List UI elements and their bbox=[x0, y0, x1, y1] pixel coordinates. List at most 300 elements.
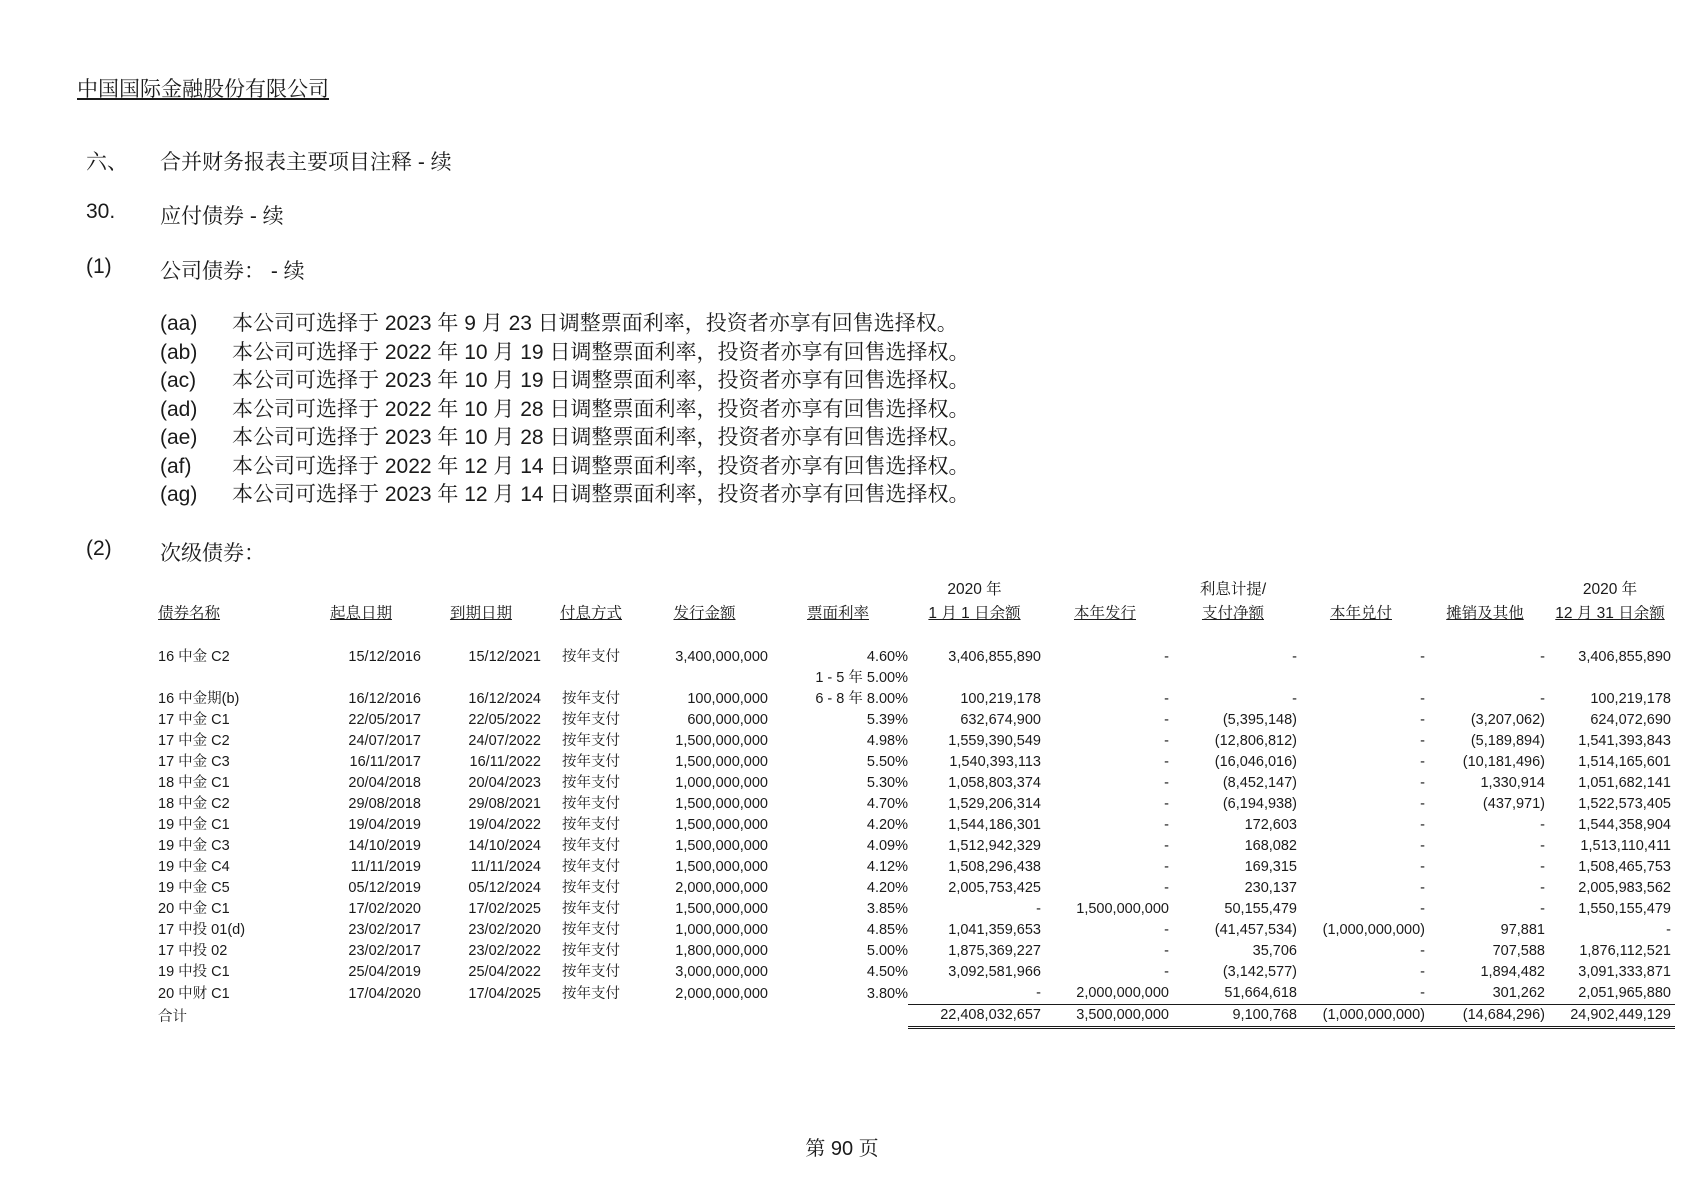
table-cell: 1,876,112,521 bbox=[1579, 943, 1671, 959]
table-cell: 5.50% bbox=[866, 754, 908, 770]
footnote-text: 本公司可选择于 2023 年 10 月 28 日调整票面利率，投资者亦享有回售选择权。 bbox=[232, 426, 970, 449]
table-cell: 2,000,000,000 bbox=[1076, 985, 1169, 1001]
footnote-label: (ae) bbox=[160, 426, 198, 449]
table-cell bbox=[158, 668, 301, 689]
table-cell: 19 中金 C4 bbox=[158, 859, 230, 875]
table-cell: 29/08/2021 bbox=[468, 796, 541, 812]
table-cell: 22/05/2017 bbox=[348, 712, 421, 728]
table-cell: 50,155,479 bbox=[1224, 901, 1297, 917]
subordinated-title: 次级债券： bbox=[160, 542, 265, 565]
section-title: 合并财务报表主要项目注释 - 续 bbox=[160, 151, 452, 174]
footnote-item bbox=[160, 453, 969, 482]
column-header-top bbox=[641, 578, 768, 602]
table-cell: 3,091,333,871 bbox=[1578, 964, 1671, 980]
table-cell: 1,500,000,000 bbox=[675, 838, 768, 854]
table-cell: 05/12/2019 bbox=[348, 880, 421, 896]
footnote-label: (ad) bbox=[160, 397, 198, 421]
table-cell: - bbox=[1540, 817, 1545, 833]
column-header bbox=[1297, 602, 1425, 626]
table-cell: - bbox=[1164, 754, 1169, 770]
column-header-top bbox=[158, 578, 301, 602]
table-cell: 1,500,000,000 bbox=[675, 733, 768, 749]
table-cell: 3.85% bbox=[866, 901, 908, 917]
table-cell: - bbox=[1540, 880, 1545, 896]
table-cell: - bbox=[1420, 817, 1425, 833]
table-cell bbox=[1425, 668, 1545, 689]
table-cell: 5.39% bbox=[866, 712, 908, 728]
table-cell: 3.80% bbox=[866, 985, 908, 1002]
table-row bbox=[158, 857, 1675, 878]
table-cell: 3,092,581,966 bbox=[948, 964, 1041, 980]
company-name: 中国国际金融股份有限公司 bbox=[77, 78, 329, 101]
table-cell: 25/04/2019 bbox=[348, 964, 421, 980]
table-cell: 17 中金 C3 bbox=[158, 754, 230, 770]
table-cell: 4.20% bbox=[866, 880, 908, 896]
table-cell: 6 - 8 年 8.00% bbox=[815, 691, 908, 707]
page-number: 第 90 页 bbox=[805, 1138, 879, 1160]
table-cell bbox=[1545, 668, 1675, 689]
table-cell: 16 中金期(b) bbox=[158, 691, 240, 707]
subordinated-bonds-table bbox=[158, 578, 1675, 1029]
total-cell: 9,100,768 bbox=[1169, 1005, 1297, 1028]
table-cell: - bbox=[1420, 796, 1425, 812]
table-cell: 按年支付 bbox=[562, 985, 620, 1002]
table-cell: 4.85% bbox=[866, 922, 908, 938]
table-cell bbox=[641, 668, 768, 689]
column-header-top: 2020 年 bbox=[947, 581, 1002, 598]
table-cell: - bbox=[1420, 733, 1425, 749]
column-header-label: 12 月 31 日余额 bbox=[1555, 605, 1665, 622]
table-cell: 17/02/2020 bbox=[348, 901, 421, 917]
subsection-title: 公司债券： - 续 bbox=[160, 260, 305, 283]
table-cell: 1,058,803,374 bbox=[948, 775, 1041, 791]
total-label: 合计 bbox=[158, 1008, 187, 1025]
table-cell: 1,330,914 bbox=[1480, 775, 1545, 791]
table-cell: 624,072,690 bbox=[1590, 712, 1671, 728]
table-cell: 18 中金 C1 bbox=[158, 775, 230, 791]
column-header bbox=[421, 602, 541, 626]
column-header-label: 支付净额 bbox=[1201, 605, 1264, 622]
table-cell: 按年支付 bbox=[562, 712, 620, 728]
table-cell: - bbox=[1420, 943, 1425, 959]
table-row bbox=[158, 710, 1675, 731]
column-header bbox=[641, 602, 768, 626]
total-cell: (14,684,296) bbox=[1425, 1005, 1545, 1028]
table-cell: 16/11/2022 bbox=[469, 754, 541, 770]
subordinated-number: (2) bbox=[86, 537, 112, 560]
table-row bbox=[158, 878, 1675, 899]
footnote-label: (ac) bbox=[160, 369, 197, 392]
table-cell: - bbox=[1540, 859, 1545, 875]
table-row bbox=[158, 920, 1675, 941]
column-header bbox=[1041, 602, 1169, 626]
table-row bbox=[158, 752, 1675, 773]
table-cell bbox=[301, 668, 421, 689]
table-cell: 4.09% bbox=[866, 838, 908, 854]
table-cell: 11/11/2024 bbox=[470, 859, 541, 875]
note-number: 30. bbox=[86, 200, 116, 223]
table-cell: - bbox=[1164, 733, 1169, 749]
table-cell: - bbox=[1420, 985, 1425, 1001]
table-cell: - bbox=[1420, 775, 1425, 791]
table-cell: 15/12/2021 bbox=[468, 649, 541, 665]
column-header-label: 摊销及其他 bbox=[1446, 605, 1524, 622]
table-cell: - bbox=[1420, 838, 1425, 854]
subsection-number: (1) bbox=[86, 255, 112, 278]
table-cell: (1,000,000,000) bbox=[1322, 922, 1425, 938]
column-header-label: 本年兑付 bbox=[1329, 605, 1392, 622]
table-cell: 100,000,000 bbox=[687, 691, 768, 707]
total-cell: 22,408,032,657 bbox=[908, 1005, 1041, 1028]
table-cell: 1,540,393,113 bbox=[949, 754, 1041, 770]
table-cell: 19 中金 C5 bbox=[158, 880, 230, 896]
table-cell: 4.70% bbox=[866, 796, 908, 812]
table-cell: 18 中金 C2 bbox=[158, 796, 230, 812]
table-cell: 1,512,942,329 bbox=[948, 838, 1041, 854]
table-row bbox=[158, 773, 1675, 794]
table-cell: (3,207,062) bbox=[1470, 712, 1545, 728]
footnote-text: 本公司可选择于 2023 年 10 月 19 日调整票面利率，投资者亦享有回售选择权。 bbox=[232, 369, 970, 392]
table-cell: 按年支付 bbox=[562, 817, 620, 833]
table-cell: 168,082 bbox=[1244, 838, 1297, 854]
table-cell: 97,881 bbox=[1500, 922, 1545, 938]
table-cell: 2,051,965,880 bbox=[1578, 985, 1671, 1001]
column-header bbox=[1169, 602, 1297, 626]
table-cell: 按年支付 bbox=[562, 754, 620, 770]
table-row bbox=[158, 815, 1675, 836]
footnote-label: (ab) bbox=[160, 340, 198, 364]
table-cell: 51,664,618 bbox=[1224, 985, 1297, 1001]
column-header-label: 到期日期 bbox=[449, 605, 512, 622]
table-cell: - bbox=[1420, 964, 1425, 980]
table-cell: 17 中金 C1 bbox=[158, 712, 230, 728]
table-cell: 3,000,000,000 bbox=[675, 964, 768, 980]
table-cell: - bbox=[1164, 817, 1169, 833]
table-cell: (5,395,148) bbox=[1222, 712, 1297, 728]
table-cell: - bbox=[1420, 649, 1425, 665]
footnote-label: (aa) bbox=[160, 312, 198, 335]
table-cell: 16/12/2016 bbox=[348, 691, 421, 707]
table-cell: (6,194,938) bbox=[1222, 796, 1297, 812]
footnote-text: 本公司可选择于 2022 年 12 月 14 日调整票面利率，投资者亦享有回售选择权。 bbox=[232, 454, 970, 478]
column-header bbox=[158, 602, 301, 626]
table-cell: (3,142,577) bbox=[1222, 964, 1297, 980]
table-cell: 35,706 bbox=[1252, 943, 1297, 959]
table-total-row bbox=[158, 1005, 1675, 1028]
table-cell: 707,588 bbox=[1492, 943, 1545, 959]
table-cell: 20 中金 C1 bbox=[158, 901, 230, 917]
table-cell: 1,550,155,479 bbox=[1578, 901, 1671, 917]
table-row bbox=[158, 689, 1675, 710]
table-cell: 100,219,178 bbox=[960, 691, 1041, 707]
table-cell: - bbox=[1164, 691, 1169, 707]
table-cell: 按年支付 bbox=[562, 796, 620, 812]
footnote-item bbox=[160, 367, 969, 396]
footnote-item bbox=[160, 339, 969, 368]
footnote-label: (af) bbox=[160, 454, 192, 478]
table-header-top-row bbox=[158, 578, 1675, 602]
table-cell: 1,800,000,000 bbox=[675, 943, 768, 959]
table-row bbox=[158, 941, 1675, 962]
table-cell: 1,500,000,000 bbox=[675, 901, 768, 917]
footnote-item bbox=[160, 481, 969, 510]
table-cell: 19/04/2022 bbox=[468, 817, 541, 833]
footnote-item bbox=[160, 396, 969, 425]
table-cell: 1,500,000,000 bbox=[675, 859, 768, 875]
table-cell: 17/04/2025 bbox=[468, 985, 541, 1002]
table-cell: 1,508,465,753 bbox=[1578, 859, 1671, 875]
footnote-text: 本公司可选择于 2022 年 10 月 28 日调整票面利率，投资者亦享有回售选择权。 bbox=[232, 397, 970, 421]
table-cell: 24/07/2022 bbox=[468, 733, 541, 749]
table-cell: 1,508,296,438 bbox=[948, 859, 1041, 875]
table-cell: 23/02/2020 bbox=[468, 922, 541, 938]
table-cell: 1,513,110,411 bbox=[1580, 838, 1671, 854]
table-cell: 17 中金 C2 bbox=[158, 733, 230, 749]
table-cell: (12,806,812) bbox=[1214, 733, 1297, 749]
table-cell: 172,603 bbox=[1244, 817, 1297, 833]
table-cell bbox=[421, 668, 541, 689]
column-header-top bbox=[1425, 578, 1545, 602]
column-header bbox=[768, 602, 908, 626]
table-cell: 1,541,393,843 bbox=[1578, 733, 1671, 749]
table-cell: 4.98% bbox=[866, 733, 908, 749]
table-cell: - bbox=[1666, 922, 1671, 938]
table-cell bbox=[1169, 668, 1297, 689]
table-cell: 2,000,000,000 bbox=[675, 880, 768, 896]
table-cell: 11/11/2019 bbox=[350, 859, 421, 875]
table-cell: 1,522,573,405 bbox=[1578, 796, 1671, 812]
column-header bbox=[541, 602, 641, 626]
table-cell bbox=[908, 668, 1041, 689]
column-header-top bbox=[1297, 578, 1425, 602]
table-cell bbox=[1297, 668, 1425, 689]
table-cell: - bbox=[1540, 838, 1545, 854]
column-header bbox=[301, 602, 421, 626]
table-cell: 3,406,855,890 bbox=[948, 649, 1041, 665]
table-cell: 3,406,855,890 bbox=[1578, 649, 1671, 665]
column-header bbox=[908, 602, 1041, 626]
table-cell: - bbox=[1164, 943, 1169, 959]
table-cell: 4.20% bbox=[866, 817, 908, 833]
table-cell: 1,051,682,141 bbox=[1578, 775, 1671, 791]
table-cell: 按年支付 bbox=[562, 733, 620, 749]
table-row bbox=[158, 899, 1675, 920]
table-cell: 4.60% bbox=[866, 649, 908, 665]
column-header-label: 发行金额 bbox=[673, 605, 736, 622]
table-cell: 1,559,390,549 bbox=[948, 733, 1041, 749]
table-cell: 19 中金 C1 bbox=[158, 817, 230, 833]
table-cell: 23/02/2017 bbox=[348, 943, 421, 959]
table-cell: 15/12/2016 bbox=[348, 649, 421, 665]
table-cell: 按年支付 bbox=[562, 649, 620, 665]
table-cell bbox=[541, 668, 641, 689]
section-number: 六、 bbox=[86, 151, 128, 174]
column-header bbox=[1545, 602, 1675, 626]
column-header-top bbox=[301, 578, 421, 602]
table-cell: 按年支付 bbox=[562, 901, 620, 917]
table-row bbox=[158, 647, 1675, 668]
table-cell: 22/05/2022 bbox=[468, 712, 541, 728]
table-cell: 100,219,178 bbox=[1590, 691, 1671, 707]
column-header bbox=[1425, 602, 1545, 626]
table-cell: - bbox=[1036, 901, 1041, 917]
column-header-top bbox=[541, 578, 641, 602]
table-cell bbox=[1041, 668, 1169, 689]
table-cell: - bbox=[1420, 691, 1425, 707]
table-cell: 20/04/2018 bbox=[348, 775, 421, 791]
table-cell: 5.00% bbox=[866, 943, 908, 959]
table-cell: - bbox=[1164, 796, 1169, 812]
table-cell: (41,457,534) bbox=[1214, 922, 1297, 938]
footnote-text: 本公司可选择于 2022 年 10 月 19 日调整票面利率，投资者亦享有回售选择权。 bbox=[232, 340, 970, 364]
table-cell: 16 中金 C2 bbox=[158, 649, 230, 665]
table-cell: 4.50% bbox=[866, 964, 908, 980]
table-cell: - bbox=[1164, 649, 1169, 665]
table-cell: 230,137 bbox=[1244, 880, 1297, 896]
table-cell: - bbox=[1164, 838, 1169, 854]
table-cell: 17 中投 01(d) bbox=[158, 922, 246, 938]
table-cell: 1,000,000,000 bbox=[675, 922, 768, 938]
table-cell: (8,452,147) bbox=[1222, 775, 1297, 791]
table-cell: 1,529,206,314 bbox=[948, 796, 1041, 812]
table-cell: 16/11/2017 bbox=[349, 754, 421, 770]
table-row bbox=[158, 962, 1675, 983]
table-cell: - bbox=[1292, 691, 1297, 707]
table-cell: 1,544,358,904 bbox=[1578, 817, 1671, 833]
table-cell: 17/02/2025 bbox=[468, 901, 541, 917]
table-cell: 20/04/2023 bbox=[468, 775, 541, 791]
footnote-text: 本公司可选择于 2023 年 12 月 14 日调整票面利率，投资者亦享有回售选择权。 bbox=[232, 483, 970, 506]
table-cell: - bbox=[1292, 649, 1297, 665]
table-cell: - bbox=[1164, 880, 1169, 896]
table-cell: 14/10/2024 bbox=[468, 838, 541, 854]
table-cell: - bbox=[1164, 922, 1169, 938]
table-cell: (10,181,496) bbox=[1462, 754, 1545, 770]
table-cell: 1 - 5 年 5.00% bbox=[815, 670, 908, 686]
table-cell: 按年支付 bbox=[562, 880, 620, 896]
table-cell: 1,500,000,000 bbox=[675, 817, 768, 833]
table-cell: 19 中投 C1 bbox=[158, 964, 230, 980]
table-cell: (437,971) bbox=[1482, 796, 1545, 812]
column-header-top bbox=[768, 578, 908, 602]
table-header-row bbox=[158, 602, 1675, 626]
table-cell: 05/12/2024 bbox=[468, 880, 541, 896]
column-header-top: 2020 年 bbox=[1582, 581, 1638, 598]
column-header-label: 起息日期 bbox=[329, 605, 392, 622]
table-cell: 1,000,000,000 bbox=[675, 775, 768, 791]
table-cell: 5.30% bbox=[866, 775, 908, 791]
table-cell: 3,400,000,000 bbox=[675, 649, 768, 665]
table-cell: 1,894,482 bbox=[1480, 964, 1545, 980]
table-cell: 1,041,359,653 bbox=[948, 922, 1041, 938]
column-header-label: 付息方式 bbox=[559, 605, 622, 622]
table-cell: - bbox=[1164, 859, 1169, 875]
table-cell: 1,500,000,000 bbox=[675, 754, 768, 770]
table-cell: 169,315 bbox=[1244, 859, 1297, 875]
table-cell: 按年支付 bbox=[562, 943, 620, 959]
table-cell: - bbox=[1164, 964, 1169, 980]
table-cell: - bbox=[1420, 880, 1425, 896]
table-cell: 1,514,165,601 bbox=[1578, 754, 1671, 770]
table-cell: 25/04/2022 bbox=[468, 964, 541, 980]
table-cell: 23/02/2017 bbox=[348, 922, 421, 938]
table-cell: (16,046,016) bbox=[1214, 754, 1297, 770]
column-header-label: 票面利率 bbox=[806, 605, 869, 622]
footnote-item bbox=[160, 310, 969, 339]
table-cell: 1,544,186,301 bbox=[948, 817, 1041, 833]
table-cell: 600,000,000 bbox=[687, 712, 768, 728]
table-row bbox=[158, 731, 1675, 752]
table-cell: - bbox=[1540, 691, 1545, 707]
table-cell: 301,262 bbox=[1492, 985, 1545, 1001]
table-cell: 14/10/2019 bbox=[348, 838, 421, 854]
table-cell: - bbox=[1036, 985, 1041, 1001]
total-cell: 3,500,000,000 bbox=[1041, 1005, 1169, 1028]
table-cell: 按年支付 bbox=[562, 775, 620, 791]
footnote-label: (ag) bbox=[160, 483, 198, 506]
table-cell: 按年支付 bbox=[562, 964, 620, 980]
table-row bbox=[158, 794, 1675, 815]
table-cell: 1,500,000,000 bbox=[675, 796, 768, 812]
column-header-label: 本年发行 bbox=[1073, 605, 1136, 622]
footnote-text: 本公司可选择于 2023 年 9 月 23 日调整票面利率，投资者亦享有回售选择权。 bbox=[232, 312, 958, 335]
total-cell: 24,902,449,129 bbox=[1545, 1005, 1675, 1028]
column-header-label: 1 月 1 日余额 bbox=[928, 605, 1021, 622]
table-cell: 2,005,753,425 bbox=[948, 880, 1041, 896]
table-row bbox=[158, 836, 1675, 857]
column-header-top bbox=[421, 578, 541, 602]
table-cell: 1,875,369,227 bbox=[948, 943, 1041, 959]
table-cell: - bbox=[1420, 901, 1425, 917]
table-cell: 19/04/2019 bbox=[348, 817, 421, 833]
table-cell: 20 中财 C1 bbox=[158, 985, 230, 1002]
table-cell: 2,005,983,562 bbox=[1578, 880, 1671, 896]
footnote-item bbox=[160, 424, 969, 453]
table-cell: - bbox=[1420, 712, 1425, 728]
table-cell: - bbox=[1540, 901, 1545, 917]
table-cell: 24/07/2017 bbox=[348, 733, 421, 749]
table-cell: 23/02/2022 bbox=[468, 943, 541, 959]
table-cell: - bbox=[1164, 712, 1169, 728]
table-cell: 632,674,900 bbox=[960, 712, 1041, 728]
table-cell: 4.12% bbox=[866, 859, 908, 875]
table-cell: - bbox=[1540, 649, 1545, 665]
table-cell: 按年支付 bbox=[562, 922, 620, 938]
total-cell: (1,000,000,000) bbox=[1297, 1005, 1425, 1028]
column-header-top bbox=[1041, 578, 1169, 602]
table-cell: 19 中金 C3 bbox=[158, 838, 230, 854]
table-cell: 2,000,000,000 bbox=[675, 985, 768, 1002]
table-cell: 1,500,000,000 bbox=[1076, 901, 1169, 917]
table-cell: 17/04/2020 bbox=[348, 985, 421, 1002]
table-cell: 按年支付 bbox=[562, 691, 620, 707]
table-cell: 29/08/2018 bbox=[348, 796, 421, 812]
footnote-list bbox=[160, 310, 969, 510]
table-row bbox=[158, 983, 1675, 1005]
table-cell: (5,189,894) bbox=[1470, 733, 1545, 749]
table-cell: 按年支付 bbox=[562, 838, 620, 854]
column-header-top: 利息计提/ bbox=[1199, 581, 1267, 598]
table-cell: - bbox=[1164, 775, 1169, 791]
table-cell: - bbox=[1420, 859, 1425, 875]
table-cell: 17 中投 02 bbox=[158, 943, 228, 959]
table-cell: 16/12/2024 bbox=[468, 691, 541, 707]
table-row bbox=[158, 668, 1675, 689]
column-header-label: 债券名称 bbox=[158, 605, 221, 622]
table-cell: - bbox=[1420, 754, 1425, 770]
table-cell: 按年支付 bbox=[562, 859, 620, 875]
note-title: 应付债券 - 续 bbox=[160, 205, 284, 228]
